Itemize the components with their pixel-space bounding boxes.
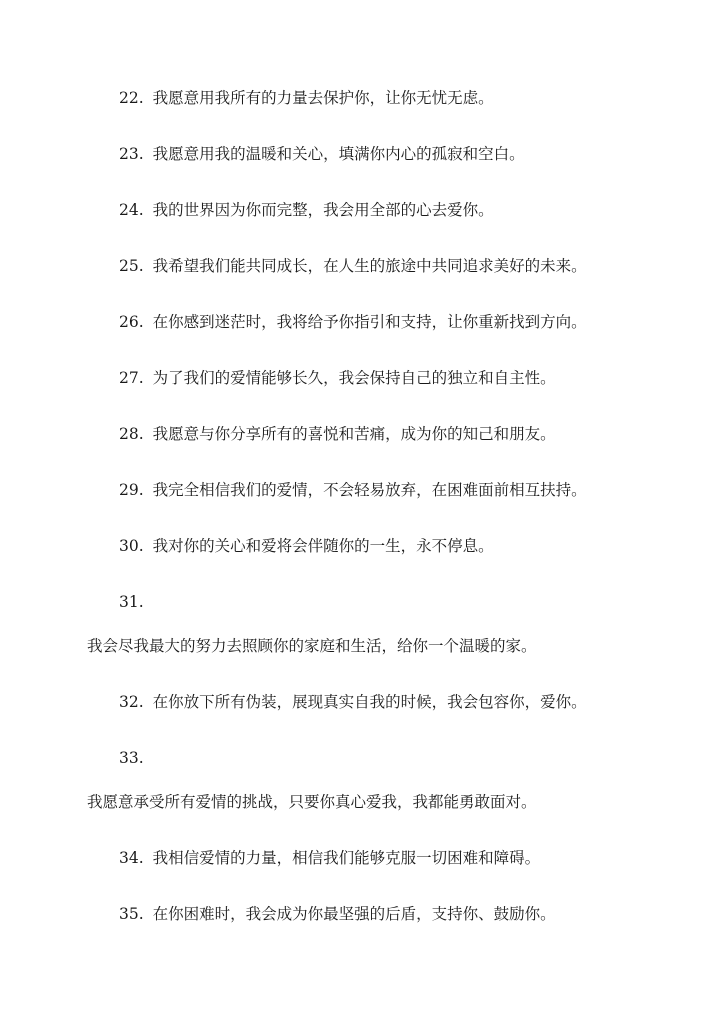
item-text: 我愿意承受所有爱情的挑战，只要你真心爱我，我都能勇敢面对。 — [87, 793, 537, 811]
item-text: 我对你的关心和爱将会伴随你的一生，永不停息。 — [152, 537, 494, 555]
item-number: 35. — [119, 905, 144, 923]
item-text: 我愿意与你分享所有的喜悦和苦痛，成为你的知己和朋友。 — [152, 425, 556, 443]
item-text: 我会尽我最大的努力去照顾你的家庭和生活，给你一个温暖的家。 — [87, 637, 537, 655]
item-number: 33. — [119, 749, 144, 767]
item-text: 我希望我们能共同成长，在人生的旅途中共同追求美好的未来。 — [152, 257, 587, 275]
item-number: 22. — [119, 89, 144, 107]
item-number: 34. — [119, 849, 144, 867]
item-number-line — [119, 592, 144, 612]
item-number: 24. — [119, 201, 144, 219]
list-item — [119, 848, 540, 868]
item-text: 在你感到迷茫时，我将给予你指引和支持，让你重新找到方向。 — [152, 313, 587, 331]
list-item — [119, 312, 587, 332]
list-item — [119, 256, 587, 276]
list-item — [119, 480, 587, 500]
item-number: 30. — [119, 537, 144, 555]
item-text-line — [87, 636, 537, 656]
item-number: 23. — [119, 145, 144, 163]
item-number: 27. — [119, 369, 144, 387]
item-text: 为了我们的爱情能够长久，我会保持自己的独立和自主性。 — [152, 369, 556, 387]
item-text: 在你困难时，我会成为你最坚强的后盾，支持你、鼓励你。 — [152, 905, 556, 923]
item-text: 在你放下所有伪装，展现真实自我的时候，我会包容你，爱你。 — [152, 693, 587, 711]
item-number: 28. — [119, 425, 144, 443]
item-text: 我完全相信我们的爱情，不会轻易放弃，在困难面前相互扶持。 — [152, 481, 587, 499]
item-text: 我愿意用我所有的力量去保护你，让你无忧无虑。 — [152, 89, 494, 107]
list-item — [119, 200, 494, 220]
list-item — [119, 692, 587, 712]
item-number: 31. — [119, 593, 144, 611]
item-text: 我的世界因为你而完整，我会用全部的心去爱你。 — [152, 201, 494, 219]
list-item — [119, 88, 494, 108]
list-item — [119, 144, 525, 164]
item-number: 26. — [119, 313, 144, 331]
item-number-line — [119, 748, 144, 768]
list-item — [119, 536, 494, 556]
list-item — [119, 424, 556, 444]
list-item — [119, 904, 556, 924]
list-item — [119, 368, 556, 388]
item-text: 我愿意用我的温暖和关心，填满你内心的孤寂和空白。 — [152, 145, 525, 163]
item-text-line — [87, 792, 537, 812]
item-number: 29. — [119, 481, 144, 499]
item-number: 25. — [119, 257, 144, 275]
item-text: 我相信爱情的力量，相信我们能够克服一切困难和障碍。 — [152, 849, 541, 867]
item-number: 32. — [119, 693, 144, 711]
